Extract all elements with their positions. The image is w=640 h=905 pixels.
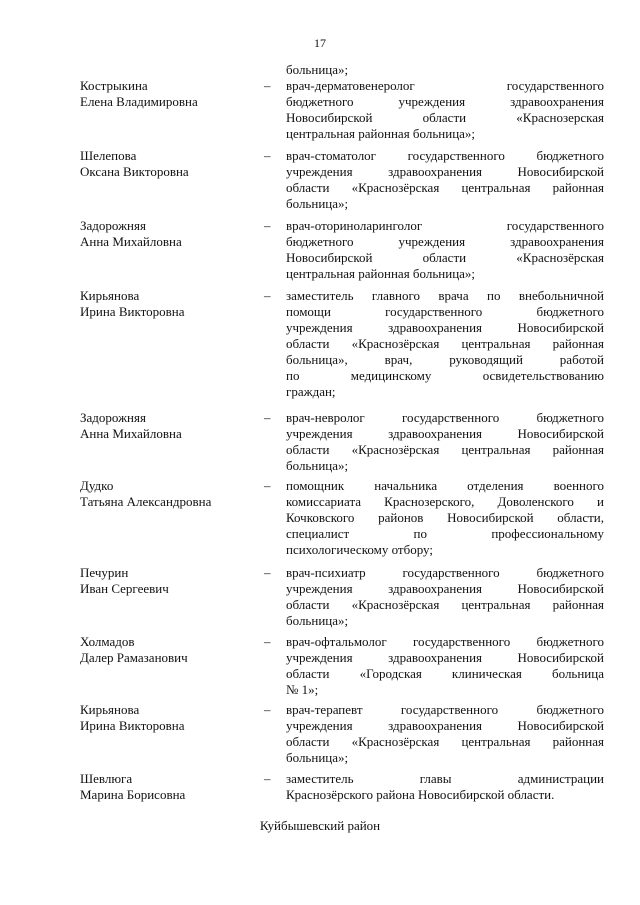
member-position (286, 702, 604, 766)
position-line: помощник начальника отделения военного (286, 478, 604, 493)
member-name (80, 148, 260, 180)
member-entry (0, 478, 640, 557)
position-line: комиссариата Краснозерского, Доволенского и (286, 494, 604, 509)
position-line: Новосибирской области «Краснозёрская (286, 250, 604, 265)
member-given-names: Елена Владимировна (80, 94, 198, 109)
dash-separator: – (264, 218, 271, 233)
member-position (286, 410, 604, 474)
member-entry (0, 288, 640, 399)
position-line: области «Краснозёрская центральная районная (286, 734, 604, 749)
position-line: области «Краснозёрская центральная районная (286, 597, 604, 612)
member-position (286, 771, 604, 803)
member-name (80, 410, 260, 442)
member-surname: Шелепова (80, 148, 137, 163)
member-surname: Дудко (80, 478, 114, 493)
position-line: области «Краснозёрская центральная районная (286, 336, 604, 351)
position-line: учреждения здравоохранения Новосибирской (286, 164, 604, 179)
member-given-names: Марина Борисовна (80, 787, 186, 802)
member-name (80, 218, 260, 250)
position-line: области «Городская клиническая больница (286, 666, 604, 681)
member-surname: Задорожняя (80, 218, 146, 233)
position-line: граждан; (286, 384, 336, 399)
position-line: врач-дерматовенеролог государственного (286, 78, 604, 93)
member-position (286, 288, 604, 400)
member-position (286, 148, 604, 212)
member-given-names: Оксана Викторовна (80, 164, 189, 179)
position-line: специалист по профессиональному (286, 526, 604, 541)
position-line: бюджетного учреждения здравоохранения (286, 94, 604, 109)
dash-separator: – (264, 410, 271, 425)
member-entry (0, 565, 640, 628)
dash-separator: – (264, 78, 271, 93)
member-name (80, 702, 260, 734)
position-line: Краснозёрского района Новосибирской области. (286, 787, 555, 802)
position-line: больница»; (286, 196, 349, 211)
member-given-names: Ирина Викторовна (80, 304, 185, 319)
member-entry (0, 78, 640, 141)
member-entry (0, 634, 640, 697)
member-name (80, 771, 260, 803)
position-line: больница»; (286, 750, 349, 765)
member-entry (0, 410, 640, 473)
position-line: врач-психиатр государственного бюджетного (286, 565, 604, 580)
position-line: помощи государственного бюджетного (286, 304, 604, 319)
section-heading: Куйбышевский район (259, 818, 381, 833)
position-line: области «Краснозёрская центральная районная (286, 442, 604, 457)
member-given-names: Анна Михайловна (80, 234, 182, 249)
position-line: заместитель главы администрации (286, 771, 604, 786)
member-surname: Печурин (80, 565, 129, 580)
member-surname: Задорожняя (80, 410, 146, 425)
member-given-names: Татьяна Александровна (80, 494, 212, 509)
dash-separator: – (264, 478, 271, 493)
position-line: заместитель главного врача по внебольничной (286, 288, 604, 303)
position-line: учреждения здравоохранения Новосибирской (286, 718, 604, 733)
position-line: учреждения здравоохранения Новосибирской (286, 581, 604, 596)
position-line: области «Краснозёрская центральная районная (286, 180, 604, 195)
position-line: больница»; (286, 613, 349, 628)
position-line: центральная районная больница»; (286, 266, 476, 281)
member-given-names: Ирина Викторовна (80, 718, 185, 733)
dash-separator: – (264, 288, 271, 303)
member-position (286, 565, 604, 629)
dash-separator: – (264, 771, 271, 786)
member-name (80, 634, 260, 666)
member-given-names: Иван Сергеевич (80, 581, 169, 596)
dash-separator: – (264, 148, 271, 163)
position-line: Новосибирской области «Краснозерская (286, 110, 604, 125)
position-line: больница», врач, руководящий работой (286, 352, 604, 367)
member-name (80, 288, 260, 320)
continuation-text: больница»; (286, 62, 349, 77)
member-surname: Кострыкина (80, 78, 148, 93)
member-position (286, 78, 604, 142)
dash-separator: – (264, 702, 271, 717)
position-line: врач-стоматолог государственного бюджетного (286, 148, 604, 163)
member-given-names: Анна Михайловна (80, 426, 182, 441)
position-line: врач-оториноларинголог государственного (286, 218, 604, 233)
member-entry (0, 148, 640, 211)
dash-separator: – (264, 634, 271, 649)
member-given-names: Далер Рамазанович (80, 650, 188, 665)
position-line: № 1»; (286, 682, 319, 697)
position-line: центральная районная больница»; (286, 126, 476, 141)
position-line: врач-невролог государственного бюджетного (286, 410, 604, 425)
member-position (286, 218, 604, 282)
page-number: 17 (314, 36, 326, 50)
position-line: учреждения здравоохранения Новосибирской (286, 650, 604, 665)
position-line: врач-терапевт государственного бюджетного (286, 702, 604, 717)
position-line: по медицинскому освидетельствованию (286, 368, 604, 383)
member-surname: Холмадов (80, 634, 135, 649)
position-line: больница»; (286, 458, 349, 473)
member-entry (0, 702, 640, 765)
position-line: психологическому отбору; (286, 542, 433, 557)
member-surname: Кирьянова (80, 702, 140, 717)
member-surname: Кирьянова (80, 288, 140, 303)
member-entry (0, 218, 640, 281)
position-line: бюджетного учреждения здравоохранения (286, 234, 604, 249)
member-surname: Шевлюга (80, 771, 133, 786)
member-position (286, 478, 604, 558)
position-line: Кочковского районов Новосибирской области, (286, 510, 604, 525)
dash-separator: – (264, 565, 271, 580)
member-position (286, 634, 604, 698)
position-line: врач-офтальмолог государственного бюджетного (286, 634, 604, 649)
member-name (80, 78, 260, 110)
position-line: учреждения здравоохранения Новосибирской (286, 320, 604, 335)
member-entry (0, 771, 640, 802)
position-line: учреждения здравоохранения Новосибирской (286, 426, 604, 441)
member-name (80, 478, 260, 510)
member-name (80, 565, 260, 597)
